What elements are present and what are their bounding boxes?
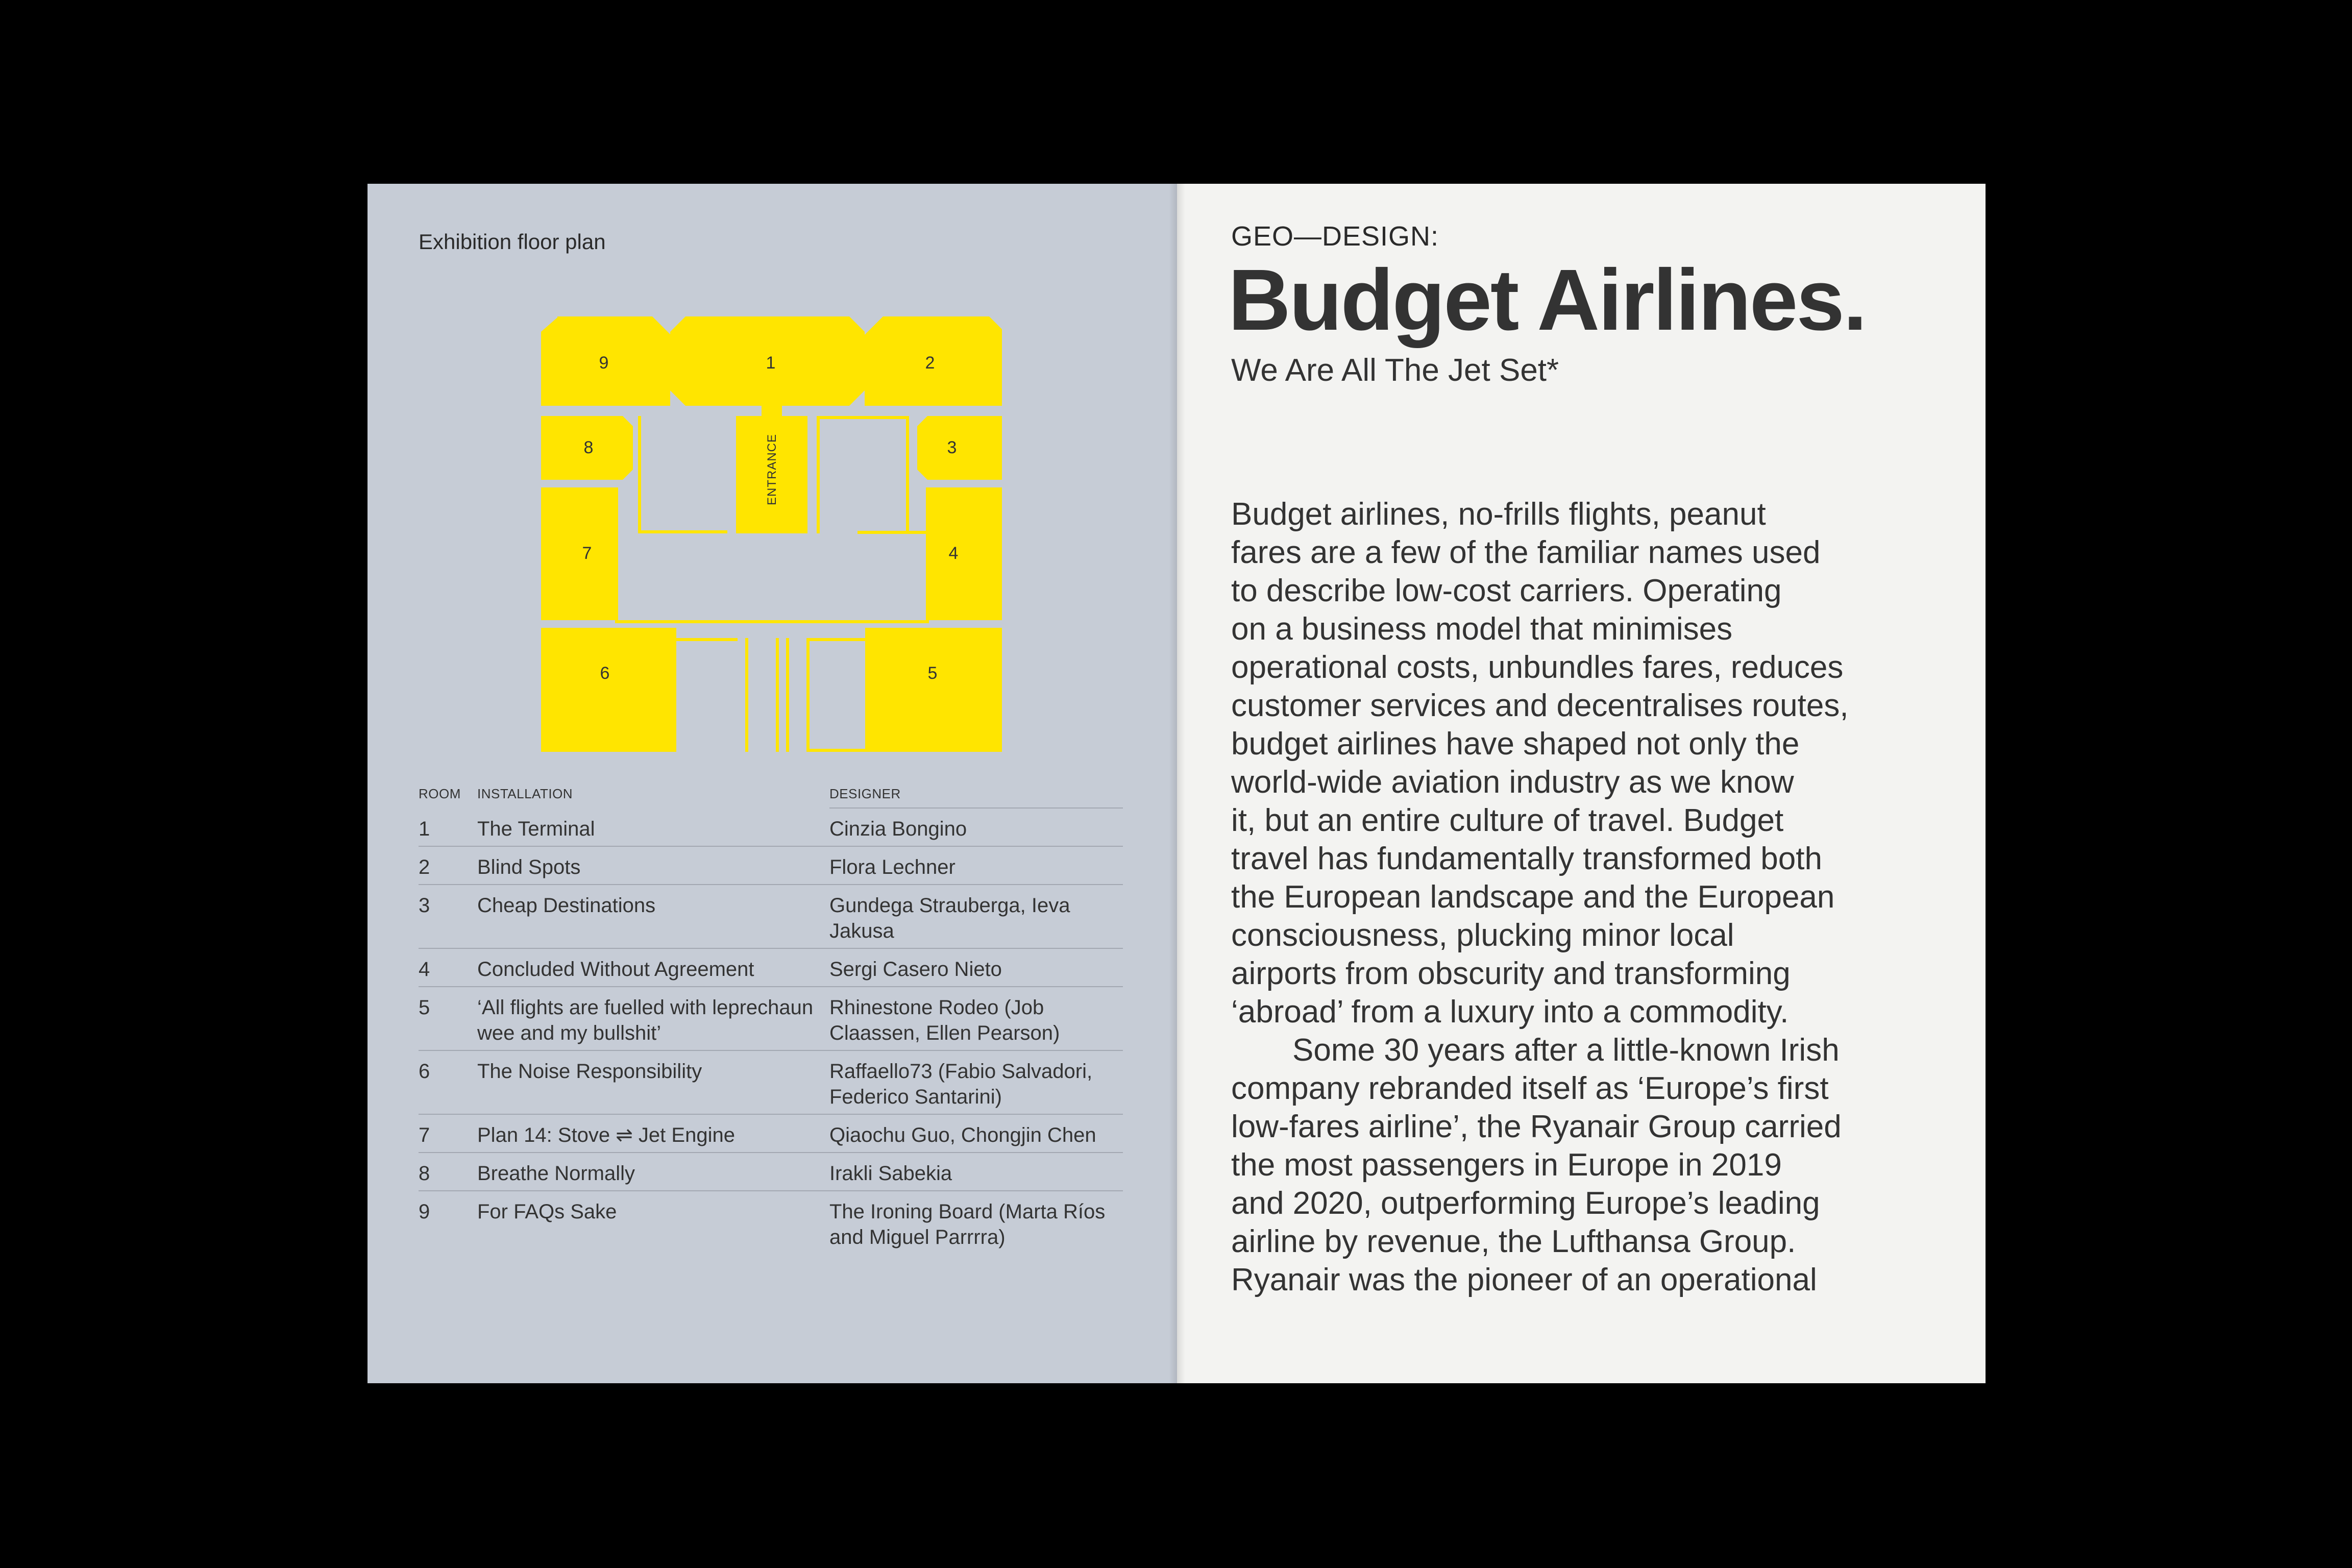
designer-name: Sergi Casero Nieto [829,958,1002,981]
room-number: 9 [419,1200,430,1223]
body-line: it, but an entire culture of travel. Budget [1231,803,1784,838]
body-line: to describe low-cost carriers. Operating [1231,573,1782,608]
room-number: 4 [419,958,430,981]
body-line: customer services and decentralises routes, [1231,688,1849,723]
designer-name: Irakli Sabekia [829,1162,952,1185]
installation-name: Concluded Without Agreement [477,958,754,981]
gutter [1169,184,1185,1383]
body-line: the European landscape and the European [1231,879,1835,915]
body-line: budget airlines have shaped not only the [1231,726,1800,762]
room-label-3: 3 [947,438,957,457]
designer-name: The Ironing Board (Marta Ríos and Miguel Parrrra) [829,1200,1106,1248]
installation-name: Cheap Destinations [477,894,656,917]
table-row [419,846,1123,884]
body-line: low-fares airline’, the Ryanair Group carried [1231,1109,1842,1144]
table-row [419,986,1123,1050]
installation-name: Blind Spots [477,856,581,878]
room-label-7: 7 [582,544,592,563]
room-5-area [865,628,1002,752]
table-row [419,1190,1123,1254]
left-page [368,184,1177,1383]
body-text [1231,495,1895,1299]
body-line: ‘abroad’ from a luxury into a commodity. [1231,994,1789,1030]
headline: Budget Airlines. [1228,252,1866,349]
room-number: 5 [419,996,430,1019]
header-installation: INSTALLATION [477,786,573,801]
designer-name: Cinzia Bongino [829,818,967,840]
table-row [419,1114,1123,1152]
header-room: ROOM [419,786,461,801]
body-line: operational costs, unbundles fares, reduces [1231,650,1844,685]
installation-name: ‘All flights are fuelled with leprechaun wee and my bullshit’ [477,996,814,1044]
table-row [419,1050,1123,1114]
body-line: and 2020, outperforming Europe’s leading [1231,1186,1820,1221]
room-label-6: 6 [600,664,610,683]
body-line: fares are a few of the familiar names used [1231,535,1821,570]
floor-plan-title: Exhibition floor plan [419,230,606,254]
room-label-2: 2 [925,353,935,373]
room-number: 7 [419,1124,430,1146]
body-line: on a business model that minimises [1231,611,1733,647]
installation-name: Plan 14: Stove ⇌ Jet Engine [477,1124,735,1146]
room-3-area [917,416,1002,480]
table-row [419,1152,1123,1190]
floor-plan [368,184,1177,755]
installation-name: The Terminal [477,818,595,840]
installation-table [419,807,1123,1254]
room-number: 1 [419,818,430,840]
designer-name: Qiaochu Guo, Chongjin Chen [829,1124,1096,1146]
designer-name: Raffaello73 (Fabio Salvadori, Federico Santarini) [829,1060,1093,1108]
room-4-area [929,487,1002,620]
body-line: travel has fundamentally transformed both [1231,841,1822,876]
room-label-4: 4 [948,544,959,563]
room-label-8: 8 [583,438,594,457]
body-line: airports from obscurity and transforming [1231,956,1791,991]
designer-name: Gundega Strauberga, Ieva Jakusa [829,894,1070,942]
room-label-1: 1 [766,353,776,373]
designer-name: Rhinestone Rodeo (Job Claassen, Ellen Pearson) [829,996,1060,1044]
room-6-area [541,628,676,752]
body-line: company rebranded itself as ‘Europe’s first [1231,1071,1829,1106]
kicker: GEO—DESIGN: [1231,221,1439,252]
body-line: Ryanair was the pioneer of an operational [1231,1262,1817,1297]
header-designer: DESIGNER [829,786,901,801]
room-label-9: 9 [599,353,609,373]
designer-name: Flora Lechner [829,856,955,878]
table-row [419,884,1123,948]
room-number: 2 [419,856,430,878]
body-line: Some 30 years after a little-known Irish [1292,1033,1840,1068]
room-number: 8 [419,1162,430,1185]
body-line: world-wide aviation industry as we know [1231,765,1794,800]
installation-name: For FAQs Sake [477,1200,617,1223]
right-page [1177,184,1986,1383]
body-line: Budget airlines, no-frills flights, peanut [1231,497,1766,532]
room-7-area [541,487,615,620]
table-row [419,948,1123,986]
body-line: airline by revenue, the Lufthansa Group. [1231,1224,1796,1259]
installation-name: Breathe Normally [477,1162,635,1185]
room-number: 3 [419,894,430,917]
body-line: consciousness, plucking minor local [1231,918,1734,953]
subhead: We Are All The Jet Set* [1231,353,1559,388]
entrance-label: ENTRANCE [765,433,779,505]
table-row [419,807,1123,846]
installation-name: The Noise Responsibility [477,1060,702,1083]
body-line: the most passengers in Europe in 2019 [1231,1147,1782,1183]
room-number: 6 [419,1060,430,1083]
room-label-5: 5 [927,664,938,683]
